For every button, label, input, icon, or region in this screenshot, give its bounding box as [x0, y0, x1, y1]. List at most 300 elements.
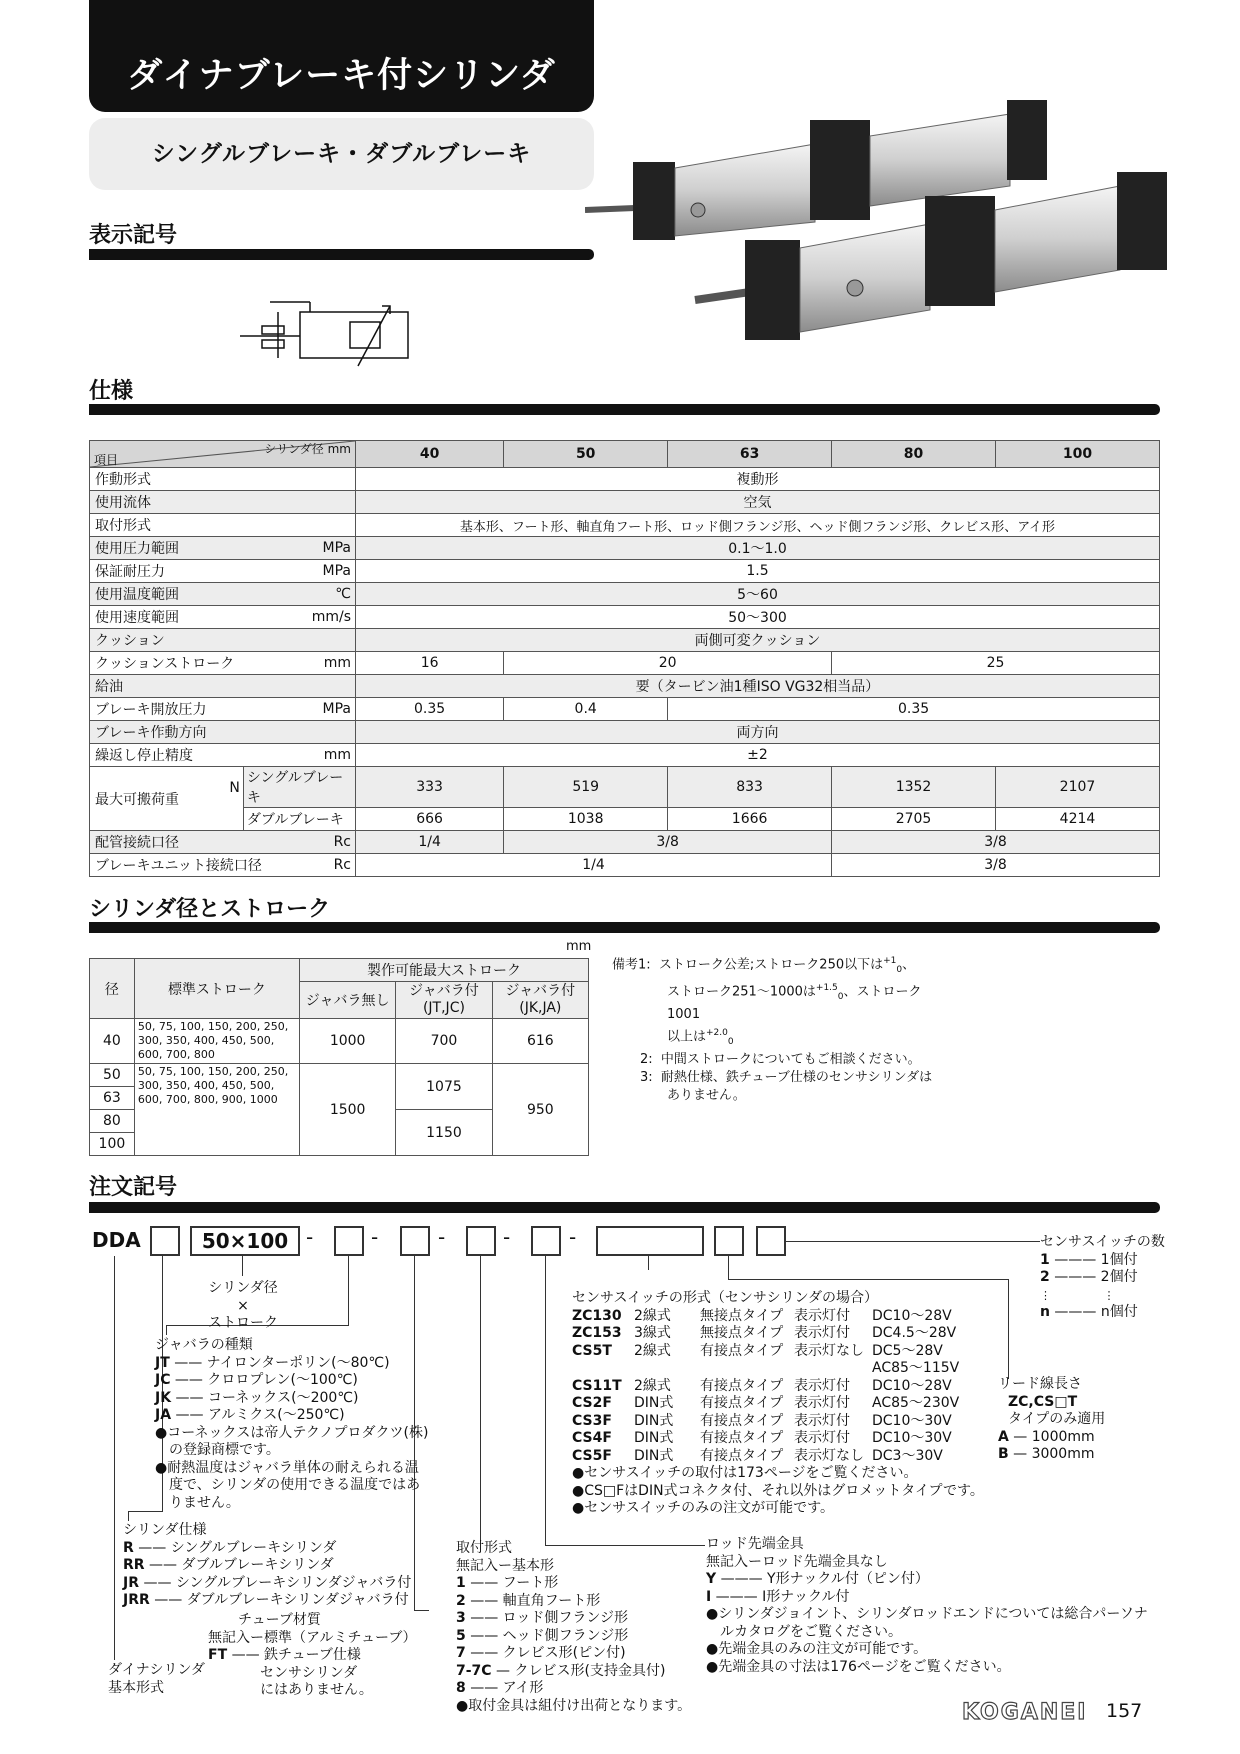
spec-bore-80: 80 — [832, 441, 996, 468]
spec-label-cell — [90, 744, 356, 767]
spec-unit: ℃ — [335, 586, 351, 602]
count-text: n個付 — [1100, 1303, 1138, 1320]
section-title-order: 注文記号 — [89, 1175, 178, 1200]
sensor-code: CS2F — [572, 1395, 612, 1411]
note-3a: 耐熱仕様、鉄チューブ仕様のセンサシリンダは — [660, 1069, 933, 1085]
spec-row-lube — [90, 675, 1160, 698]
spec-unit: Rc — [333, 834, 351, 850]
spec-bore-50: 50 — [504, 441, 668, 468]
sensor-block — [572, 1290, 984, 1518]
spec-value: 3/8 — [832, 854, 1160, 877]
stroke-bore: 100 — [90, 1133, 135, 1156]
sensor-volt: DC10～28V — [872, 1377, 952, 1394]
section-title-symbol: 表示記号 — [89, 223, 178, 248]
rod-code: I — [706, 1588, 712, 1605]
spec-label: ブレーキ作動方向 — [90, 721, 356, 744]
bore-stroke-label-2: × — [237, 1297, 249, 1314]
stroke-bore: 40 — [90, 1019, 135, 1064]
tube-text: 鉄チューブ仕様 — [264, 1647, 361, 1663]
rod-title: ロッド先端金具 — [706, 1536, 804, 1552]
spec-value: 666 — [356, 808, 504, 831]
spec-row-port — [90, 831, 1160, 854]
stroke-h-jk-1: ジャバラ付 — [505, 983, 576, 999]
spec-label: クッションストローク — [95, 656, 235, 672]
spec-label: 使用流体 — [90, 491, 356, 514]
mount-text: アイ形 — [502, 1680, 544, 1696]
sensor-type: 有接点タイプ — [700, 1395, 784, 1411]
spec-value: 0.35 — [668, 698, 1160, 721]
stroke-jk: 950 — [492, 1064, 588, 1156]
spec-row-cushion-stroke — [90, 652, 1160, 675]
spec-unit: MPa — [322, 540, 351, 556]
spec-value: 0.4 — [504, 698, 668, 721]
spec-value: 1352 — [832, 767, 996, 808]
spec-sub-label: シングルブレーキ — [243, 767, 355, 808]
bore-stroke-label-3: ストローク — [208, 1315, 278, 1331]
order-dash: - — [371, 1225, 379, 1249]
bellows-text: アルミクス(～250℃) — [207, 1407, 345, 1423]
count-code: 2 — [1040, 1269, 1050, 1285]
bore-stroke-label — [208, 1280, 278, 1333]
lead-text: 3000mm — [1031, 1446, 1095, 1462]
sensor-wire: 2線式 — [634, 1342, 671, 1359]
sensor-code: CS5T — [572, 1342, 612, 1359]
section-rule — [89, 404, 1160, 415]
stroke-h-std: 標準ストローク — [134, 959, 299, 1019]
stroke-jt: 1075 — [396, 1064, 492, 1110]
spec-value: 25 — [832, 652, 1160, 675]
tube-block: チューブ材質 無記入ー標準（アルミチューブ） FT —— 鉄チューブ仕様 センサシリンダ にはありません。 — [208, 1612, 417, 1698]
spec-row-max-load-double — [90, 808, 1160, 831]
base-label-2: 基本形式 — [108, 1679, 164, 1696]
spec-row-proof — [90, 560, 1160, 583]
page-number: 157 — [1106, 1700, 1143, 1722]
note-1a: ストローク公差;ストローク250以下は — [658, 957, 884, 973]
stroke-h-bore: 径 — [90, 959, 135, 1019]
count-text: 1個付 — [1100, 1251, 1138, 1268]
spec-row-pressure — [90, 537, 1160, 560]
mount-text: クレビス形(支持金具付) — [514, 1662, 666, 1679]
spec-label-cell — [90, 606, 356, 629]
sensor-note: ●センサスイッチのみの注文が可能です。 — [572, 1500, 834, 1516]
stroke-h-jt — [396, 982, 492, 1019]
spec-label: 繰返し停止精度 — [95, 748, 193, 764]
spec-bore-40: 40 — [356, 441, 504, 468]
bellows-note: りません。 — [169, 1494, 240, 1511]
bellows-note: 度で、シリンダの使用できる温度ではあ — [169, 1477, 421, 1493]
note-1a-end: 、 — [902, 957, 916, 973]
base-block — [108, 1662, 205, 1697]
mount-code: 7 — [456, 1645, 466, 1661]
note-1b-end: 、ストローク1001 — [667, 984, 922, 1022]
spec-value: 3/8 — [504, 831, 832, 854]
order-dash: - — [438, 1225, 446, 1249]
section-rule — [89, 249, 594, 260]
note-2: 中間ストロークについてもご相談ください。 — [660, 1051, 921, 1067]
order-box-mount — [531, 1226, 561, 1256]
leader-line — [1008, 1279, 1009, 1379]
sensor-code: CS3F — [572, 1412, 612, 1429]
stroke-jt: 1150 — [396, 1110, 492, 1156]
spec-header-row — [90, 441, 1160, 468]
stroke-h-jk — [492, 982, 588, 1019]
spec-code-text: ダブルブレーキシリンダジャバラ付 — [186, 1592, 409, 1608]
sensor-wire: 2線式 — [634, 1307, 671, 1324]
mount-note: ●取付金具は組付け出荷となります。 — [456, 1697, 692, 1714]
spec-label: 最大可搬荷重 — [95, 791, 179, 808]
bellows-text: クロロプレン(～100℃) — [207, 1372, 358, 1388]
spec-label-cell — [90, 854, 356, 877]
sensor-wire: DIN式 — [634, 1430, 674, 1446]
note-head: 3: — [640, 1069, 653, 1085]
lead-block: リード線長さ ZC,CS□T タイプのみ適用 A — 1000mm B — 3000mm — [998, 1376, 1106, 1462]
section-title-stroke: シリンダ径とストローク — [89, 897, 331, 922]
spec-label-cell — [90, 831, 356, 854]
spec-row-repeat — [90, 744, 1160, 767]
spec-header-item-label: 項目 — [94, 453, 119, 467]
spec-row-action — [90, 468, 1160, 491]
sensor-type: 有接点タイプ — [700, 1447, 784, 1464]
spec-value: 1038 — [504, 808, 668, 831]
spec-header-bore-label: シリンダ径 mm — [264, 442, 351, 456]
spec-value: 0.35 — [356, 698, 504, 721]
section-rule — [89, 1202, 1160, 1213]
bellows-block: ジャバラの種類 JT —— ナイロンターポリン(～80℃) JC —— クロロプレン(～100℃) JK —— コーネックス(～200℃) JA —— アルミクス(～250℃) ●コーネックスは帝人テクノプロダクツ(株) の登録商標です。 ●耐熱温度はジャバラ単体の耐えられる温 度で、シリンダの使用できる温度ではあ りません。 — [155, 1337, 429, 1511]
sensor-code: CS5F — [572, 1447, 612, 1464]
leader-line — [242, 1256, 243, 1276]
spec-label: 作動形式 — [90, 468, 356, 491]
sensor-led: 表示灯なし — [794, 1447, 864, 1464]
spec-value: 複動形 — [356, 468, 1160, 491]
spec-label: 使用速度範囲 — [95, 610, 179, 626]
spec-value: 2705 — [832, 808, 996, 831]
spec-row-brake-dir — [90, 721, 1160, 744]
spec-row-mount — [90, 514, 1160, 537]
tube-note: センサシリンダ — [260, 1664, 358, 1681]
sensor-type: 無接点タイプ — [700, 1307, 784, 1324]
sensor-wire: 2線式 — [634, 1377, 671, 1394]
mount-text: フート形 — [502, 1575, 559, 1591]
spec-value: 0.1～1.0 — [356, 537, 1160, 560]
spec-unit: N — [229, 780, 240, 796]
sensor-volt: DC3～30V — [872, 1447, 943, 1464]
spec-value: 両側可変クッション — [356, 629, 1160, 652]
spec-row-temp — [90, 583, 1160, 606]
order-box-base — [150, 1226, 180, 1256]
count-code: 1 — [1040, 1251, 1050, 1268]
order-box-sensor — [596, 1226, 704, 1256]
spec-value: 3/8 — [832, 831, 1160, 854]
stroke-h-jt-2: (JT,JC) — [422, 1000, 465, 1016]
spec-label-cell — [90, 537, 356, 560]
sensor-led: 表示灯付 — [794, 1307, 850, 1324]
stroke-bore: 63 — [90, 1087, 135, 1110]
spec-header-corner — [90, 441, 356, 468]
section-rule — [89, 922, 1160, 933]
bellows-note: の登録商標です。 — [169, 1442, 280, 1458]
stroke-table — [89, 958, 589, 1156]
spec-code-text: シングルブレーキシリンダ — [170, 1539, 337, 1556]
sensor-code — [572, 1360, 634, 1378]
stroke-bore: 50 — [90, 1064, 135, 1087]
spec-sub-label: ダブルブレーキ — [243, 808, 355, 831]
spec-bore-100: 100 — [995, 441, 1159, 468]
page-title: ダイナブレーキ付シリンダ — [127, 56, 556, 96]
sensor-wire — [634, 1360, 700, 1378]
bellows-code: JA — [155, 1407, 172, 1423]
sensor-volt: AC85～230V — [872, 1395, 960, 1411]
leader-line — [480, 1256, 481, 1541]
note-1a-sup: +1 — [883, 956, 897, 966]
bellows-code: JT — [155, 1354, 170, 1371]
spec-label-cell — [90, 652, 356, 675]
order-box-bellows — [334, 1226, 364, 1256]
sensor-code: ZC153 — [572, 1325, 622, 1341]
spec-value: 16 — [356, 652, 504, 675]
sensor-volt: DC10～30V — [872, 1430, 952, 1446]
count-block: センサスイッチの数 1 ——— 1個付 2 ——— 2個付 ⋮ ⋮ n ——— n個付 — [1040, 1234, 1165, 1320]
rod-text: Y形ナックル付（ピン付） — [767, 1571, 929, 1587]
sensor-wire: 3線式 — [634, 1325, 671, 1341]
stroke-notes — [612, 952, 942, 1105]
spec-unit: mm — [323, 747, 351, 763]
cylinder-spec-block: シリンダ仕様 R —— シングルブレーキシリンダ RR —— ダブルブレーキシリンダ JR —— シングルブレーキシリンダジャバラ付 JRR —— ダブルブレーキシリンダジャバラ付 — [123, 1522, 412, 1608]
stroke-std-list: 50, 75, 100, 150, 200, 250, 300, 350, 400, 450, 500, 600, 700, 800, 900, 1000 — [134, 1064, 299, 1156]
mount-code: 2 — [456, 1592, 466, 1609]
spec-value: 基本形、フート形、軸直角フート形、ロッド側フランジ形、ヘッド側フランジ形、クレビス形、アイ形 — [356, 514, 1160, 537]
spec-value: 2107 — [995, 767, 1159, 808]
bellows-code: JC — [155, 1372, 171, 1388]
spec-value: 5～60 — [356, 583, 1160, 606]
order-dash: - — [569, 1225, 577, 1249]
spec-value: 4214 — [995, 808, 1159, 831]
sensor-code: CS4F — [572, 1430, 612, 1446]
rod-note: ●先端金具のみの注文が可能です。 — [706, 1641, 928, 1657]
spec-code-title: シリンダ仕様 — [123, 1522, 207, 1538]
rod-end-block: ロッド先端金具 無記入ーロッド先端金具なし Y ——— Y形ナックル付（ピン付） I ——— I形ナックル付 ●シリンダジョイント、シリンダロッドエンドについては総合パーソナ ルカタログをご覧ください。 ●先端金具のみの注文が可能です。 ●先端金具の寸法は176ページをご覧ください。 — [706, 1536, 1148, 1675]
lead-code: B — [998, 1446, 1009, 1462]
spec-code: RR — [123, 1557, 145, 1573]
spec-label-cell — [90, 583, 356, 606]
stroke-bore: 80 — [90, 1110, 135, 1133]
spec-value: 1/4 — [356, 854, 832, 877]
note-head: 備考1: — [612, 957, 651, 973]
rod-note: ルカタログをご覧ください。 — [720, 1623, 902, 1640]
spec-value: 833 — [668, 767, 832, 808]
sensor-led — [794, 1360, 872, 1378]
note-3b: ありません。 — [667, 1087, 746, 1103]
tube-note: にはありません。 — [260, 1682, 373, 1698]
order-box-lead — [714, 1226, 744, 1256]
sensor-wire: DIN式 — [634, 1447, 674, 1464]
spec-row-brake-release — [90, 698, 1160, 721]
rod-code: Y — [706, 1571, 717, 1587]
rod-text: I形ナックル付 — [762, 1588, 850, 1605]
sensor-led: 表示灯付 — [794, 1325, 850, 1341]
spec-code: JRR — [123, 1592, 150, 1608]
leader-line — [728, 1256, 729, 1280]
sensor-led: 表示灯付 — [794, 1395, 850, 1411]
pneumatic-symbol — [240, 300, 415, 368]
sensor-led: 表示灯付 — [794, 1412, 850, 1429]
mount-std: 無記入ー基本形 — [456, 1557, 554, 1574]
mount-title: 取付形式 — [456, 1540, 512, 1556]
spec-label: 取付形式 — [90, 514, 356, 537]
spec-value: 両方向 — [356, 721, 1160, 744]
note-1b: ストローク251～1000は — [667, 984, 816, 1000]
bellows-note: ●コーネックスは帝人テクノプロダクツ(株) — [155, 1424, 429, 1441]
order-dash: - — [503, 1225, 511, 1249]
stroke-unit: mm — [566, 939, 592, 954]
mount-code: 5 — [456, 1627, 466, 1644]
spec-label: 保証耐圧力 — [95, 564, 165, 580]
spec-label-cell — [90, 767, 244, 831]
sensor-type: 有接点タイプ — [700, 1342, 784, 1359]
note-1b-sup: +1.5 — [815, 982, 838, 993]
mount-text: ヘッド側フランジ形 — [502, 1627, 629, 1644]
spec-unit: mm — [323, 655, 351, 671]
page-subtitle: シングルブレーキ・ダブルブレーキ — [89, 118, 594, 190]
leader-line — [114, 1256, 115, 1660]
spec-bore-63: 63 — [668, 441, 832, 468]
spec-label: クッション — [90, 629, 356, 652]
tube-std: 無記入ー標準（アルミチューブ） — [208, 1629, 417, 1646]
spec-row-brake-port — [90, 854, 1160, 877]
spec-code: JR — [123, 1574, 139, 1591]
spec-label-cell — [90, 698, 356, 721]
stroke-none: 1000 — [300, 1019, 396, 1064]
count-code: ⋮ — [1040, 1288, 1051, 1302]
spec-row-max-load-single — [90, 767, 1160, 808]
order-box-spec — [400, 1226, 430, 1256]
sensor-type: 有接点タイプ — [700, 1430, 784, 1446]
spec-unit: Rc — [333, 857, 351, 873]
count-text: ⋮ — [1103, 1288, 1115, 1302]
leader-line — [166, 1325, 167, 1335]
leader-line — [128, 1511, 129, 1521]
lead-code: A — [998, 1428, 1009, 1445]
sensor-type: 有接点タイプ — [700, 1412, 784, 1429]
spec-row-fluid — [90, 491, 1160, 514]
lead-text: 1000mm — [1031, 1428, 1095, 1445]
mount-block: 取付形式 無記入ー基本形 1 —— フート形 2 —— 軸直角フート形 3 —— ロッド側フランジ形 5 —— ヘッド側フランジ形 7 —— クレビス形(ピン付) 7-7C — クレビス形(支持金具付) 8 —— アイ形 ●取付金具は組付け出荷となります。 — [456, 1540, 692, 1714]
sensor-type: 無接点タイプ — [700, 1325, 784, 1341]
sensor-led: 表示灯付 — [794, 1430, 850, 1446]
tube-code: FT — [208, 1647, 228, 1663]
spec-code: R — [123, 1539, 134, 1556]
count-title: センサスイッチの数 — [1040, 1234, 1165, 1250]
spec-label: 使用圧力範囲 — [95, 541, 179, 557]
spec-row-cushion — [90, 629, 1160, 652]
spec-value: 1666 — [668, 808, 832, 831]
mount-code: 7-7C — [456, 1662, 492, 1679]
stroke-h-jt-1: ジャバラ付 — [409, 983, 479, 999]
spec-label-cell — [90, 560, 356, 583]
mount-text: 軸直角フート形 — [502, 1592, 601, 1609]
spec-code-text: シングルブレーキシリンダジャバラ付 — [175, 1574, 412, 1591]
leader-line — [414, 1610, 429, 1611]
bellows-note: ●耐熱温度はジャバラ単体の耐えられる温 — [155, 1459, 419, 1476]
sensor-code: ZC130 — [572, 1307, 622, 1324]
sensor-volt: DC10～30V — [872, 1412, 952, 1429]
tube-title: チューブ材質 — [238, 1612, 321, 1628]
lead-cond: タイプのみ適用 — [1008, 1411, 1106, 1427]
mount-text: クレビス形(ピン付) — [502, 1645, 626, 1661]
section-title-specs: 仕様 — [89, 379, 134, 404]
stroke-h-jk-2: (JK,JA) — [519, 1000, 562, 1016]
stroke-h-max: 製作可能最大ストローク — [300, 959, 589, 982]
lead-title: リード線長さ — [998, 1376, 1082, 1392]
leader-line — [348, 1256, 349, 1326]
sensor-volt: DC5～28V — [872, 1342, 943, 1359]
mount-code: 1 — [456, 1575, 466, 1591]
spec-label: 使用温度範囲 — [95, 587, 179, 603]
lead-cond: ZC,CS□T — [1008, 1393, 1078, 1410]
spec-label: ブレーキ開放圧力 — [95, 702, 207, 718]
rod-note: ●先端金具の寸法は176ページをご覧ください。 — [706, 1658, 1011, 1675]
note-1c: 以上は — [667, 1029, 707, 1045]
stroke-jt: 700 — [396, 1019, 492, 1064]
leader-line — [728, 1279, 1008, 1280]
bore-stroke-label-1: シリンダ径 — [208, 1280, 278, 1296]
stroke-none: 1500 — [300, 1064, 396, 1156]
sensor-type: 有接点タイプ — [700, 1377, 784, 1394]
bellows-title: ジャバラの種類 — [155, 1337, 253, 1353]
leader-line — [545, 1256, 546, 1546]
spec-unit: MPa — [322, 563, 351, 579]
rod-note: ●シリンダジョイント、シリンダロッドエンドについては総合パーソナ — [706, 1606, 1148, 1622]
mount-code: 8 — [456, 1680, 466, 1696]
cylinder-photo — [585, 100, 1175, 365]
bellows-code: JK — [155, 1389, 172, 1406]
sensor-volt: DC4.5～28V — [872, 1325, 957, 1341]
brand-logo: KOGANEI — [962, 1700, 1088, 1725]
spec-unit: mm/s — [311, 609, 351, 625]
order-dash: - — [306, 1225, 314, 1249]
note-1c-sub: 0 — [727, 1036, 734, 1047]
title-banner — [89, 0, 594, 112]
order-prefix: DDA — [92, 1228, 141, 1252]
spec-table — [89, 440, 1160, 877]
count-text: 2個付 — [1100, 1269, 1138, 1285]
note-1a-sub: 0 — [896, 964, 903, 975]
rod-std: 無記入ーロッド先端金具なし — [706, 1553, 888, 1570]
spec-label: 配管接続口径 — [95, 835, 179, 851]
spec-row-speed — [90, 606, 1160, 629]
leader-line — [648, 1256, 649, 1270]
sensor-table — [572, 1308, 959, 1466]
note-1c-sup: +2.0 — [706, 1027, 728, 1038]
bellows-text: コーネックス(～200℃) — [207, 1389, 359, 1406]
spec-value: ±2 — [356, 744, 1160, 767]
sensor-title: センサスイッチの形式（センサシリンダの場合） — [572, 1290, 879, 1306]
order-box-bore-stroke: 50×100 — [190, 1226, 300, 1256]
sensor-led: 表示灯なし — [794, 1342, 864, 1359]
count-code: n — [1040, 1303, 1050, 1320]
spec-code-text: ダブルブレーキシリンダ — [181, 1557, 334, 1573]
spec-label: ブレーキユニット接続口径 — [95, 858, 262, 874]
sensor-note: ●CS□FはDIN式コネクタ付、それ以外はグロメットタイプです。 — [572, 1482, 984, 1499]
stroke-h-none: ジャバラ無し — [300, 982, 396, 1019]
mount-text: ロッド側フランジ形 — [502, 1610, 629, 1626]
order-box-tube — [466, 1226, 496, 1256]
sensor-volt: AC85～115V — [872, 1360, 960, 1376]
sensor-volt: DC10～28V — [872, 1307, 952, 1324]
order-box-count — [756, 1226, 786, 1256]
note-head: 2: — [640, 1051, 653, 1067]
leader-line — [785, 1241, 1040, 1242]
sensor-note: ●センサスイッチの取付は173ページをご覧ください。 — [572, 1465, 918, 1481]
